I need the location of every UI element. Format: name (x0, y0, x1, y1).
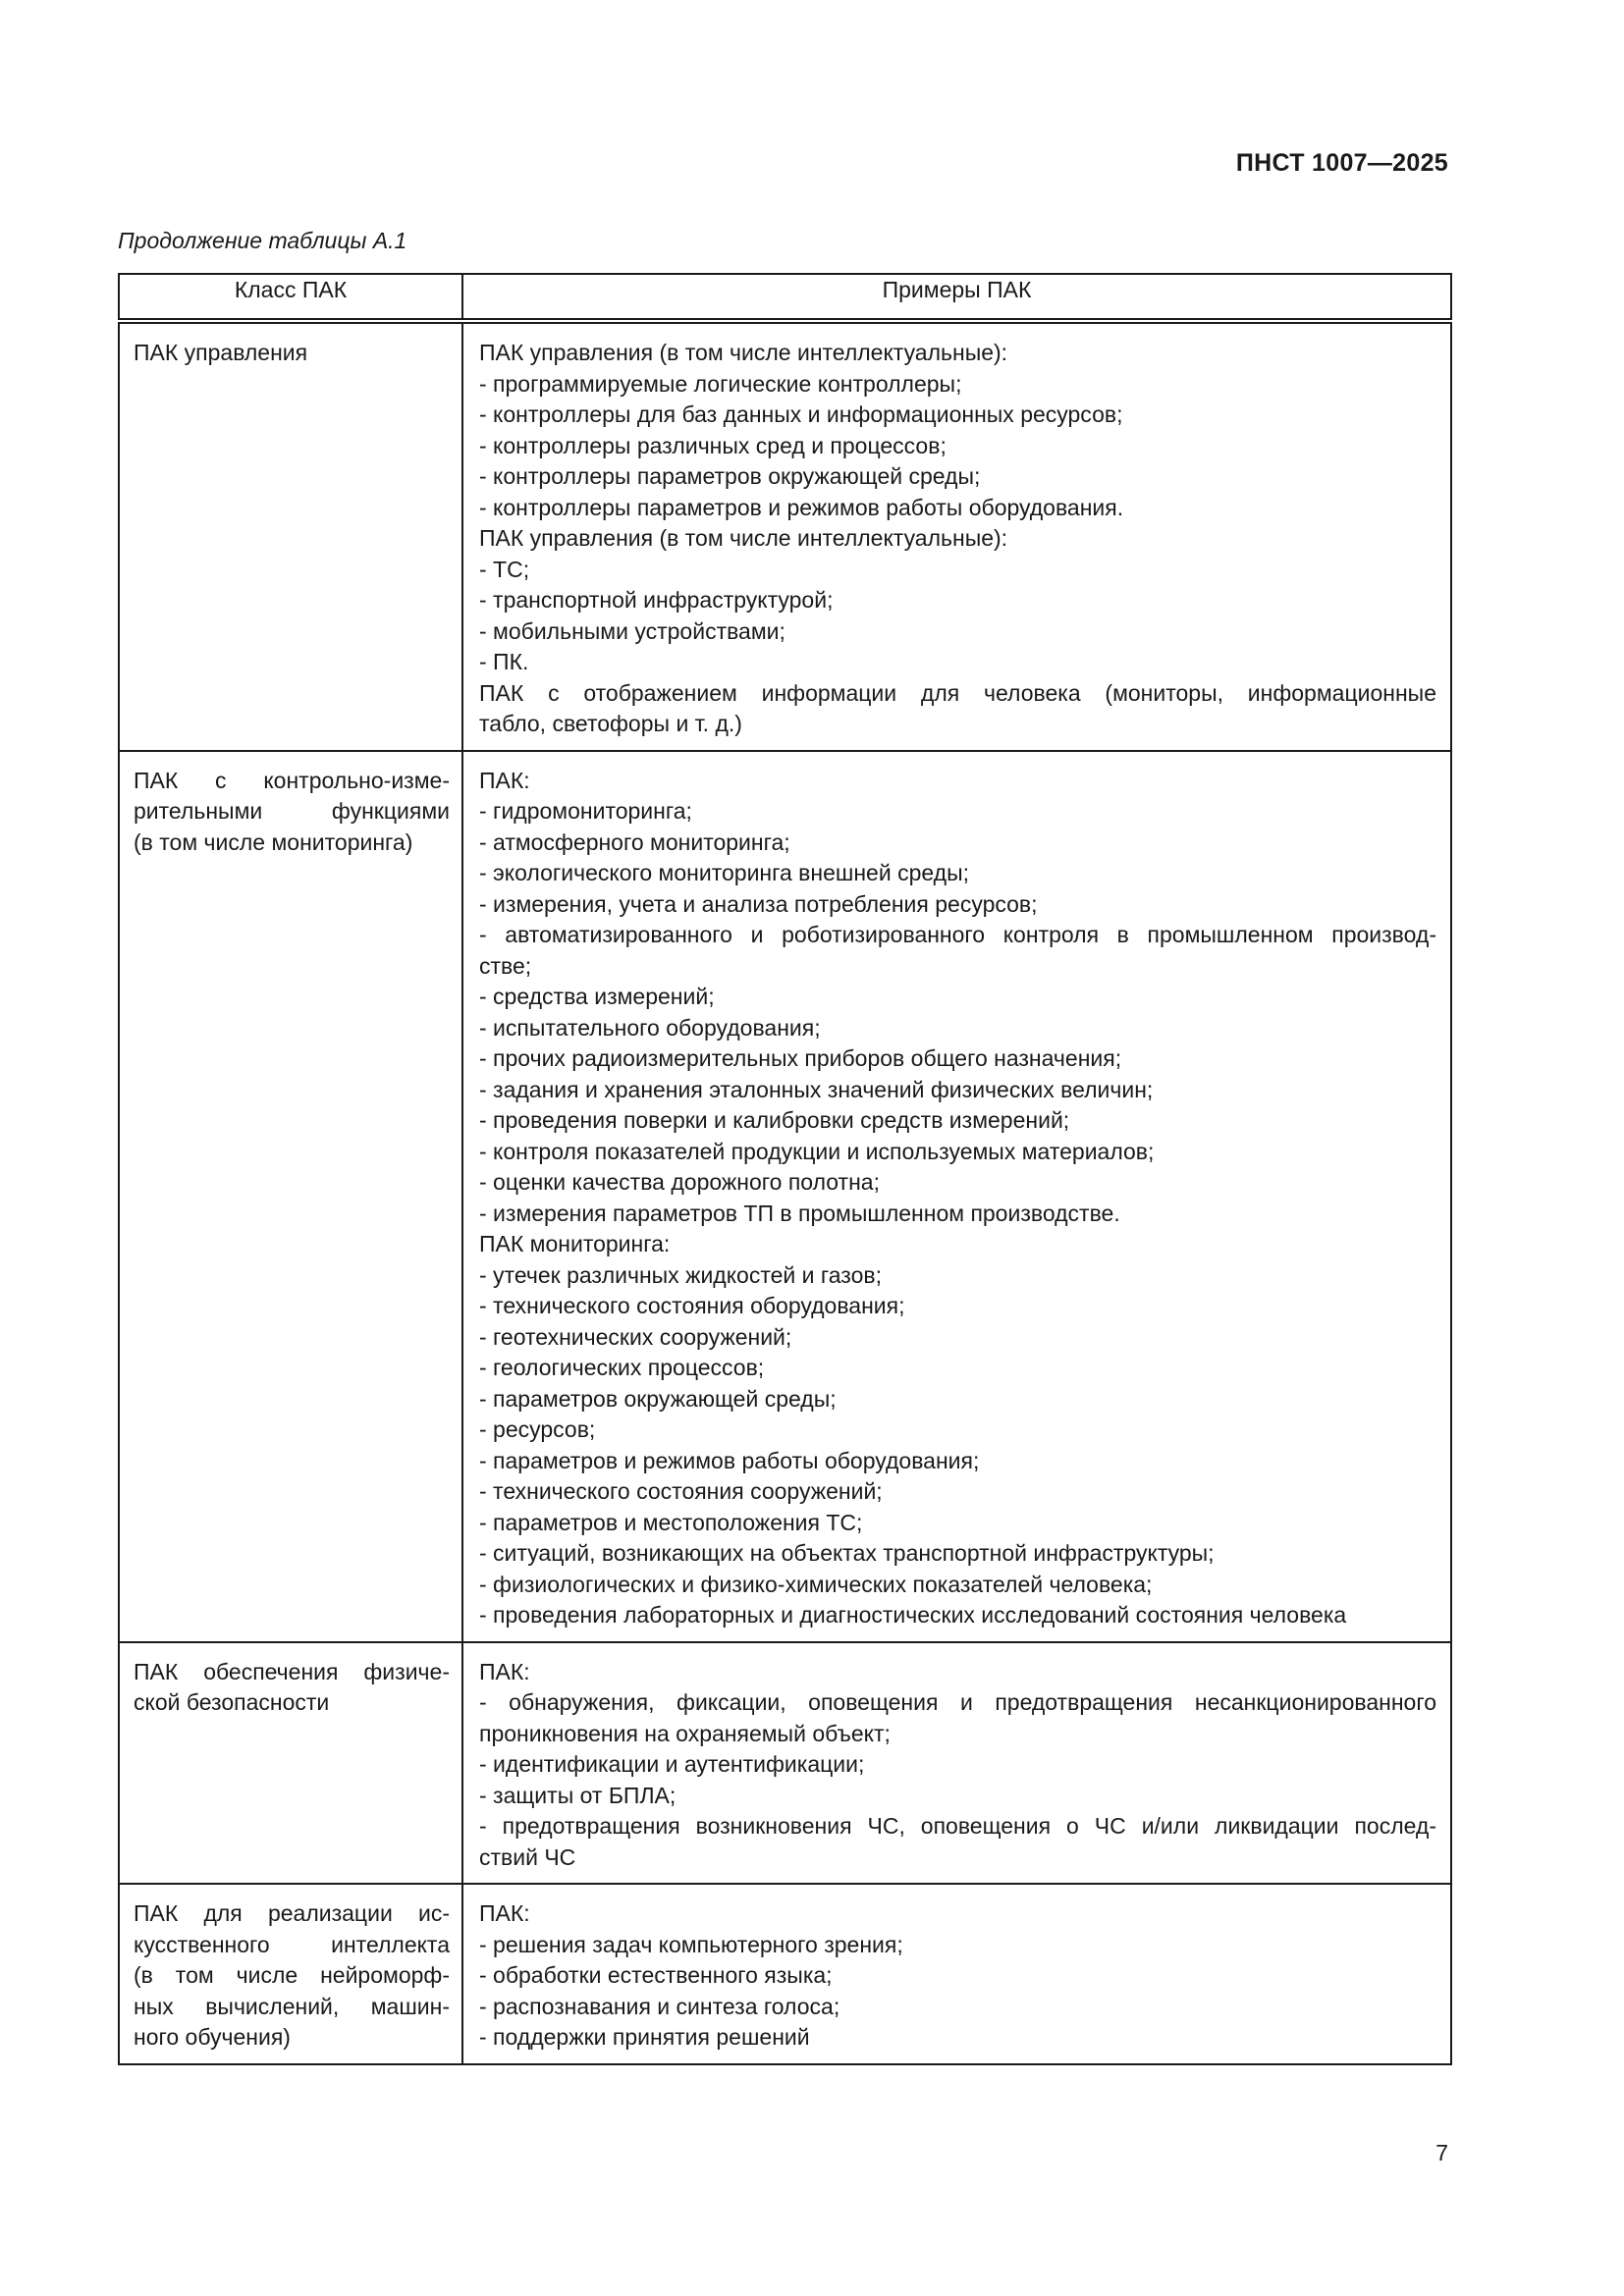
pak-example-line: - геотехнических сооружений; (479, 1323, 792, 1350)
pak-example-line: - решения задач компьютерного зрения; (479, 1931, 903, 1957)
pak-example-line: - технического состояния сооружений; (479, 1478, 883, 1504)
pak-example-line: - транспортной инфраструктурой; (479, 587, 834, 613)
pak-example-line: - контроллеры для баз данных и информационных ресурсов; (479, 401, 1123, 427)
pak-class-line: ного обучения) (134, 2024, 291, 2050)
document-code: ПНСТ 1007—2025 (1235, 149, 1448, 177)
pak-example-line: - геологических процессов; (479, 1355, 765, 1380)
table-caption: Продолжение таблицы А.1 (118, 228, 407, 253)
pak-example-line: - технического состояния оборудования; (479, 1293, 905, 1318)
pak-example-line: ПАК с отображением информации для человека (мониторы, информационные (479, 679, 1436, 706)
pak-example-line: ПАК: (479, 767, 530, 793)
pak-class-line: (в том числе нейроморф- (134, 1962, 450, 1988)
pak-example-line: - физиологических и физико-химических показателей человека; (479, 1571, 1153, 1597)
pak-example-line: - идентификации и аутентификации; (479, 1751, 865, 1777)
pak-example-line: - параметров и местоположения ТС; (479, 1509, 863, 1535)
pak-example-line: ПАК: (479, 1900, 530, 1926)
pak-example-line: - контроллеры параметров окружающей среды; (479, 463, 981, 489)
pak-example-line: - параметров и режимов работы оборудования; (479, 1447, 980, 1473)
pak-example-line: - измерения, учета и анализа потребления ресурсов; (479, 890, 1038, 917)
pak-example-line: - программируемые логические контроллеры; (479, 370, 962, 397)
pak-example-line: - параметров окружающей среды; (479, 1385, 837, 1412)
pak-class-line: ПАК обеспечения физиче- (134, 1658, 450, 1684)
pak-classes-table (118, 273, 1452, 2065)
pak-example-line: ПАК мониторинга: (479, 1231, 671, 1256)
pak-example-line: ПАК: (479, 1658, 530, 1684)
pak-class-line: ных вычислений, машин- (134, 1993, 450, 2019)
pak-class-line: ПАК управления (134, 340, 308, 365)
pak-example-line: - распознавания и синтеза голоса; (479, 1993, 840, 2019)
pak-example-line: - мобильными устройствами; (479, 617, 785, 644)
pak-example-line: - контроля показателей продукции и используемых материалов; (479, 1138, 1155, 1164)
pak-example-line: - испытательного оборудования; (479, 1014, 821, 1041)
pak-example-line: - измерения параметров ТП в промышленном производстве. (479, 1200, 1120, 1226)
pak-class-line: ской безопасности (134, 1689, 330, 1715)
pak-example-line: - утечек различных жидкостей и газов; (479, 1261, 882, 1288)
pak-example-line: ПАК управления (в том числе интеллектуальные): (479, 340, 1008, 365)
pak-class-line: (в том числе мониторинга) (134, 828, 413, 855)
pak-examples-cell (462, 1884, 1451, 2064)
pak-example-line: - проведения лабораторных и диагностических исследований состояния человека (479, 1602, 1347, 1628)
pak-example-line: - оценки качества дорожного полотна; (479, 1169, 880, 1195)
pak-example-line: - проведения поверки и калибровки средств измерений; (479, 1107, 1070, 1133)
pak-example-line: - контроллеры различных сред и процессов; (479, 432, 947, 458)
pak-example-line: - ТС; (479, 556, 530, 582)
pak-class-cell (119, 1884, 462, 2064)
pak-example-line: стве; (479, 952, 532, 979)
pak-example-line: - обработки естественного языка; (479, 1962, 833, 1988)
pak-example-line: - предотвращения возникновения ЧС, оповещения о ЧС и/или ликвидации послед- (479, 1813, 1436, 1839)
pak-class-cell (119, 751, 462, 1642)
column-header-class: Класс ПАК (119, 274, 462, 321)
pak-example-line: ствий ЧС (479, 1843, 576, 1870)
pak-example-line: - ресурсов; (479, 1416, 596, 1442)
column-header-examples: Примеры ПАК (462, 274, 1451, 321)
pak-example-line: - ситуаций, возникающих на объектах транспортной инфраструктуры; (479, 1540, 1215, 1566)
pak-example-line: - обнаружения, фиксации, оповещения и предотвращения несанкционированного (479, 1689, 1436, 1715)
pak-example-line: - атмосферного мониторинга; (479, 828, 790, 855)
pak-example-line: - поддержки принятия решений (479, 2024, 810, 2050)
pak-example-line: табло, светофоры и т. д.) (479, 711, 742, 736)
pak-class-cell (119, 1642, 462, 1885)
pak-class-line: ПАК для реализации ис- (134, 1900, 450, 1926)
pak-examples-cell (462, 1642, 1451, 1885)
pak-class-cell (119, 321, 462, 751)
pak-example-line: - задания и хранения эталонных значений физических величин; (479, 1076, 1154, 1102)
pak-example-line: - контроллеры параметров и режимов работы оборудования. (479, 494, 1124, 520)
pak-example-line: - защиты от БПЛА; (479, 1782, 677, 1808)
pak-example-line: - прочих радиоизмерительных приборов общего назначения; (479, 1045, 1122, 1071)
page-number: 7 (1435, 2140, 1448, 2165)
pak-examples-cell (462, 751, 1451, 1642)
pak-example-line: - гидромониторинга; (479, 798, 692, 824)
table-row (119, 751, 1451, 1642)
table-row (119, 1642, 1451, 1885)
pak-example-line: ПАК управления (в том числе интеллектуальные): (479, 525, 1008, 551)
table-header-row (119, 274, 1451, 321)
pak-class-line: кусственного интеллекта (134, 1931, 450, 1957)
table-row (119, 321, 1451, 751)
pak-example-line: проникновения на охраняемый объект; (479, 1720, 891, 1746)
table-row (119, 1884, 1451, 2064)
pak-example-line: - ПК. (479, 649, 529, 674)
pak-example-line: - автоматизированного и роботизированного контроля в промышленном производ- (479, 922, 1436, 947)
pak-example-line: - средства измерений; (479, 984, 715, 1009)
pak-example-line: - экологического мониторинга внешней среды; (479, 860, 969, 885)
pak-class-line: ПАК с контрольно-изме- (134, 767, 450, 793)
pak-examples-cell (462, 321, 1451, 751)
pak-class-line: рительными функциями (134, 798, 450, 824)
